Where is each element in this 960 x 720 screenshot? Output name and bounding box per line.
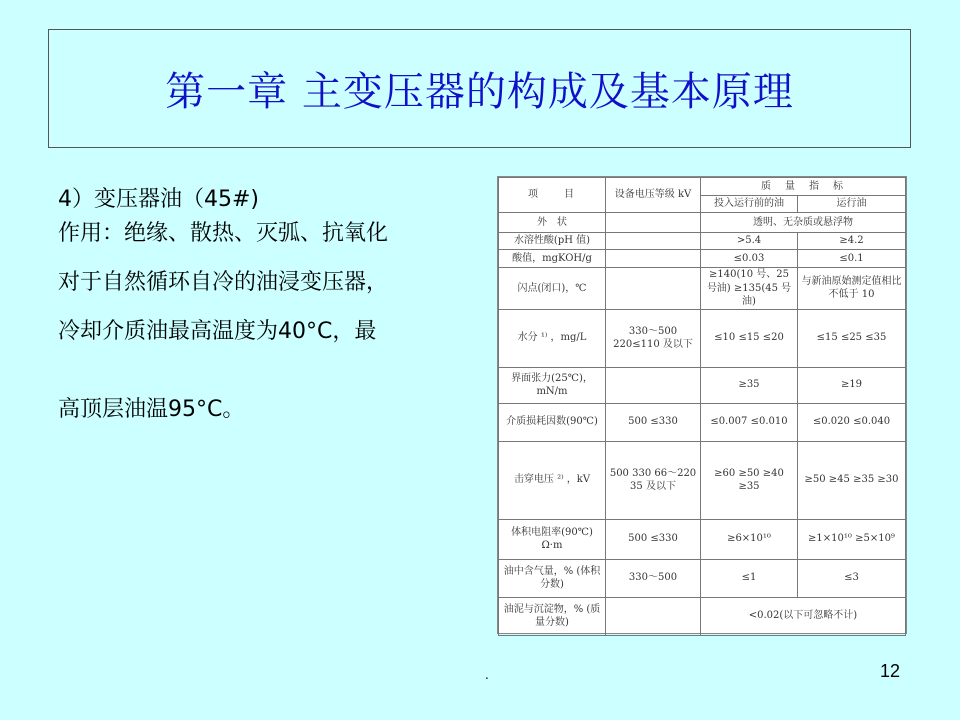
cell-voltage: 330～500 220≤110 及以下 xyxy=(606,309,701,367)
table-row xyxy=(499,519,906,559)
cell-item: 介质损耗因数(90℃) xyxy=(499,403,606,441)
cell-running: ≤0.1 xyxy=(798,250,906,268)
table-row xyxy=(499,213,906,233)
table-row xyxy=(499,268,906,310)
cell-voltage xyxy=(606,250,701,268)
table-row xyxy=(499,441,906,519)
cell-before: ≥35 xyxy=(701,367,798,403)
body-line-natural-cooling: 对于自然循环自冷的油浸变压器， xyxy=(58,270,389,295)
title-box xyxy=(48,29,911,148)
cell-item: 水分 ¹⁾ ，mg/L xyxy=(499,309,606,367)
cell-running: ≥4.2 xyxy=(798,233,906,250)
table-row xyxy=(499,250,906,268)
table-row xyxy=(499,559,906,597)
oil-quality-table-image xyxy=(497,176,907,634)
slide-title: 第一章 主变压器的构成及基本原理 xyxy=(165,69,794,115)
cell-before: ≤0.007 ≤0.010 xyxy=(701,403,798,441)
cell-voltage xyxy=(606,597,701,635)
table-row xyxy=(499,367,906,403)
cell-item: 酸值，mgKOH/g xyxy=(499,250,606,268)
cell-running: 与新油原始测定值相比不低于 10 xyxy=(798,268,906,310)
cell-item: 水溶性酸(pH 值) xyxy=(499,233,606,250)
cell-before: >5.4 xyxy=(701,233,798,250)
header-quality: 质 量 指 标 xyxy=(701,178,906,196)
body-line-oil: 4）变压器油（45#) xyxy=(58,187,260,212)
cell-item: 击穿电压 ²⁾ ，kV xyxy=(499,441,606,519)
cell-running: ≥19 xyxy=(798,367,906,403)
cell-before: ≥140(10 号、25 号油) ≥135(45 号油) xyxy=(701,268,798,310)
body-line-top-oil-temp: 高顶层油温95°C。 xyxy=(58,397,245,422)
cell-item: 油泥与沉淀物，% (质量分数) xyxy=(499,597,606,635)
cell-voltage: 500 330 66～220 35 及以下 xyxy=(606,441,701,519)
cell-voltage: 330～500 xyxy=(606,559,701,597)
header-voltage: 设备电压等级 kV xyxy=(606,178,701,213)
cell-voltage: 500 ≤330 xyxy=(606,403,701,441)
cell-before: ≥60 ≥50 ≥40 ≥35 xyxy=(701,441,798,519)
body-line-function: 作用：绝缘、散热、灭弧、抗氧化 xyxy=(58,221,389,246)
cell-before: ≥6×10¹⁰ xyxy=(701,519,798,559)
header-running: 运行油 xyxy=(798,196,906,213)
header-item: 项 目 xyxy=(499,178,606,213)
cell-merged: <0.02(以下可忽略不计) xyxy=(701,597,906,635)
cell-voltage xyxy=(606,213,701,233)
cell-item: 界面张力(25℃)，mN/m xyxy=(499,367,606,403)
table-row xyxy=(499,309,906,367)
cell-item: 体积电阻率(90℃) Ω·m xyxy=(499,519,606,559)
cell-voltage xyxy=(606,233,701,250)
cell-item: 闪点(闭口)，℃ xyxy=(499,268,606,310)
cell-item: 油中含气量，% (体积分数) xyxy=(499,559,606,597)
oil-quality-table xyxy=(498,177,906,636)
cell-before: ≤0.03 xyxy=(701,250,798,268)
header-before: 投入运行前的油 xyxy=(701,196,798,213)
cell-running: ≥1×10¹⁰ ≥5×10⁹ xyxy=(798,519,906,559)
cell-running: ≤0.020 ≤0.040 xyxy=(798,403,906,441)
cell-before: ≤1 xyxy=(701,559,798,597)
cell-running: ≤15 ≤25 ≤35 xyxy=(798,309,906,367)
footer-dot: . xyxy=(485,668,489,682)
cell-voltage xyxy=(606,367,701,403)
body-line-max-temp: 冷却介质油最高温度为40°C，最 xyxy=(58,319,377,344)
cell-voltage xyxy=(606,268,701,310)
table-row xyxy=(499,233,906,250)
page-number: 12 xyxy=(880,661,901,681)
cell-voltage: 500 ≤330 xyxy=(606,519,701,559)
cell-running: ≤3 xyxy=(798,559,906,597)
cell-before: ≤10 ≤15 ≤20 xyxy=(701,309,798,367)
cell-running: ≥50 ≥45 ≥35 ≥30 xyxy=(798,441,906,519)
table-row xyxy=(499,403,906,441)
table-header-row xyxy=(499,178,906,196)
cell-merged: 透明、无杂质或悬浮物 xyxy=(701,213,906,233)
cell-item: 外 状 xyxy=(499,213,606,233)
table-row xyxy=(499,597,906,635)
